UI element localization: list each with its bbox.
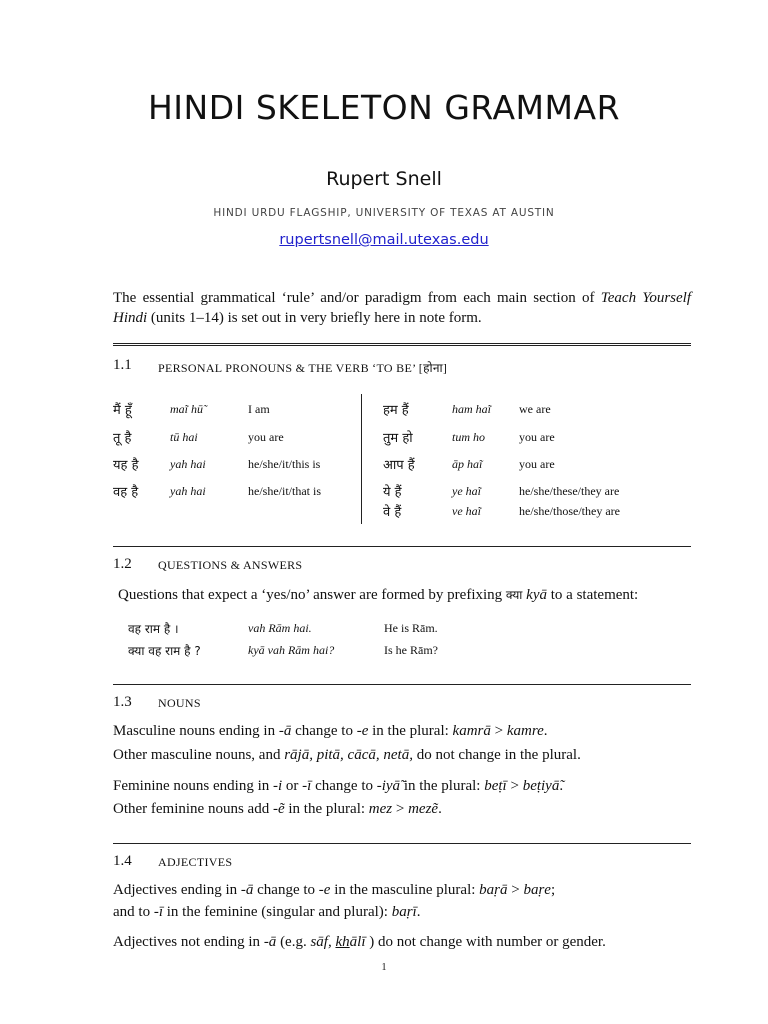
text: change to	[311, 778, 377, 794]
author-affiliation: HINDI URDU FLAGSHIP, UNIVERSITY OF TEXAS AT AUSTIN	[213, 207, 555, 219]
suffix: -iyā̃	[376, 778, 401, 794]
text: >	[392, 801, 409, 817]
table-cell-gloss: you are	[519, 457, 555, 471]
table-cell-transliteration: ye haĩ	[452, 484, 481, 498]
intro-text: The essential grammatical ‘rule’ and/or paradigm from each main section of	[113, 290, 601, 306]
table-cell-gloss: I am	[248, 402, 270, 416]
text: Adjectives not ending in	[113, 934, 264, 950]
example-word: baṛe	[523, 882, 551, 898]
text: >	[507, 882, 524, 898]
table-cell-devanagari: तू है	[113, 431, 132, 446]
table-cell-transliteration: āp haĩ	[452, 457, 483, 471]
table-cell-devanagari: हम हैं	[383, 403, 409, 418]
text: in the feminine (singular and plural):	[163, 904, 392, 920]
example-word: sāf,	[310, 934, 336, 950]
text: Feminine nouns ending in	[113, 778, 273, 794]
table-cell-transliteration: ve haĩ	[452, 504, 481, 518]
table-cell-transliteration: ham haĩ	[452, 402, 491, 416]
table-cell-devanagari: ये हैं	[383, 485, 402, 500]
example-word-underlined: kh	[335, 934, 350, 950]
rule-text-end: to a statement:	[547, 587, 639, 603]
table-cell-transliteration: yah hai	[170, 457, 206, 471]
adjective-rule-line	[113, 934, 606, 951]
section-title: NOUNS	[158, 696, 201, 710]
author-email	[0, 232, 768, 248]
example-word: ālī	[349, 934, 366, 950]
intro-paragraph	[113, 288, 691, 328]
kya-devanagari: क्या	[505, 588, 523, 602]
section-divider	[113, 684, 691, 685]
suffix: -ā	[240, 882, 254, 898]
text: Other masculine nouns, and	[113, 747, 285, 763]
page-number: 1	[381, 962, 387, 973]
section-divider	[113, 343, 691, 346]
text: or	[282, 778, 303, 794]
suffix: -ī	[153, 904, 163, 920]
suffix: -ā	[278, 723, 292, 739]
text: (e.g.	[276, 934, 311, 950]
table-cell-gloss: we are	[519, 402, 551, 416]
text: Other feminine nouns add	[113, 801, 273, 817]
questions-rule-text	[118, 586, 638, 604]
text: ) do not change with number or gender.	[365, 934, 606, 950]
table-cell-devanagari: तुम हो	[383, 431, 413, 446]
example-words: rājā, pitā, cācā, netā,	[284, 747, 413, 763]
table-cell-gloss: he/she/it/this is	[248, 457, 321, 471]
example-transliteration: kyā vah Rām hai?	[248, 643, 335, 657]
suffix: -ā	[263, 934, 277, 950]
adjective-rule-line	[113, 904, 420, 921]
noun-rule-line	[113, 747, 581, 764]
text: .	[416, 904, 421, 920]
section-number: 1.3	[113, 694, 132, 710]
text: in the masculine plural:	[330, 882, 480, 898]
example-word: baṛī	[391, 904, 417, 920]
text: Masculine nouns ending in	[113, 723, 279, 739]
email-link[interactable]: rupertsnell@mail.utexas.edu	[279, 232, 489, 248]
text: .	[559, 778, 564, 794]
suffix: -e	[356, 723, 369, 739]
noun-rule-line	[113, 723, 548, 740]
author-name: Rupert Snell	[326, 168, 442, 190]
table-cell-transliteration: tū hai	[170, 430, 198, 444]
noun-rule-line	[113, 801, 442, 818]
suffix: -e	[318, 882, 331, 898]
section-number: 1.2	[113, 556, 132, 572]
adjective-rule-line	[113, 882, 555, 899]
example-word: mez	[368, 801, 393, 817]
document-title: HINDI SKELETON GRAMMAR	[147, 88, 621, 127]
text: change to	[291, 723, 357, 739]
table-cell-devanagari: मैं हूँ	[113, 403, 132, 418]
text: change to	[253, 882, 319, 898]
example-gloss: Is he Rām?	[384, 643, 438, 657]
suffix: -ẽ	[272, 801, 285, 817]
example-devanagari: क्या वह राम है ?	[128, 644, 201, 658]
text: in the plural:	[368, 723, 453, 739]
text: do not change in the plural.	[412, 747, 581, 763]
section-divider	[113, 843, 691, 844]
table-cell-gloss: you are	[519, 430, 555, 444]
example-word: beṭī	[484, 778, 507, 794]
example-word: beṭiyā̃	[522, 778, 560, 794]
noun-rule-line	[113, 778, 563, 795]
book-title: Teach Yourself Hindi	[113, 290, 691, 326]
text: .	[543, 723, 548, 739]
table-cell-devanagari: यह है	[113, 458, 139, 473]
text: Adjectives ending in	[113, 882, 241, 898]
section-title: QUESTIONS & ANSWERS	[158, 558, 303, 572]
table-cell-devanagari: आप हैं	[383, 458, 415, 473]
suffix: -ī	[302, 778, 312, 794]
text: >	[506, 778, 523, 794]
rule-text: Questions that expect a ‘yes/no’ answer are formed by prefixing	[118, 587, 506, 603]
table-cell-gloss: he/she/these/they are	[519, 484, 620, 498]
section-title: ADJECTIVES	[158, 855, 233, 869]
table-cell-devanagari: वह है	[113, 485, 139, 500]
example-transliteration: vah Rām hai.	[248, 621, 312, 635]
kya-transliteration: kyā	[526, 587, 547, 603]
text: in the plural:	[400, 778, 485, 794]
suffix: -i	[273, 778, 283, 794]
example-gloss: He is Rām.	[384, 621, 438, 635]
table-cell-devanagari: वे हैं	[383, 505, 402, 520]
example-word: mezẽ	[408, 801, 439, 817]
table-cell-transliteration: maĩ hū̃	[170, 402, 203, 416]
section-number: 1.4	[113, 853, 132, 869]
example-word: kamre	[506, 723, 544, 739]
table-cell-transliteration: yah hai	[170, 484, 206, 498]
table-cell-gloss: he/she/those/they are	[519, 504, 620, 518]
table-column-divider	[361, 394, 362, 524]
table-cell-gloss: you are	[248, 430, 284, 444]
example-word: kamrā	[452, 723, 491, 739]
text: >	[490, 723, 507, 739]
section-title: PERSONAL PRONOUNS & THE VERB ‘TO BE’ [होना]	[158, 361, 448, 375]
text: ;	[550, 882, 556, 898]
table-cell-gloss: he/she/it/that is	[248, 484, 321, 498]
text: .	[438, 801, 442, 817]
section-number: 1.1	[113, 357, 132, 373]
example-word: baṛā	[479, 882, 508, 898]
example-devanagari: वह राम है ।	[128, 622, 179, 636]
text: in the plural:	[284, 801, 369, 817]
text: and to	[113, 904, 154, 920]
table-cell-transliteration: tum ho	[452, 430, 485, 444]
intro-text-end: (units 1–14) is set out in very briefly here in note form.	[147, 310, 482, 326]
section-divider	[113, 546, 691, 547]
